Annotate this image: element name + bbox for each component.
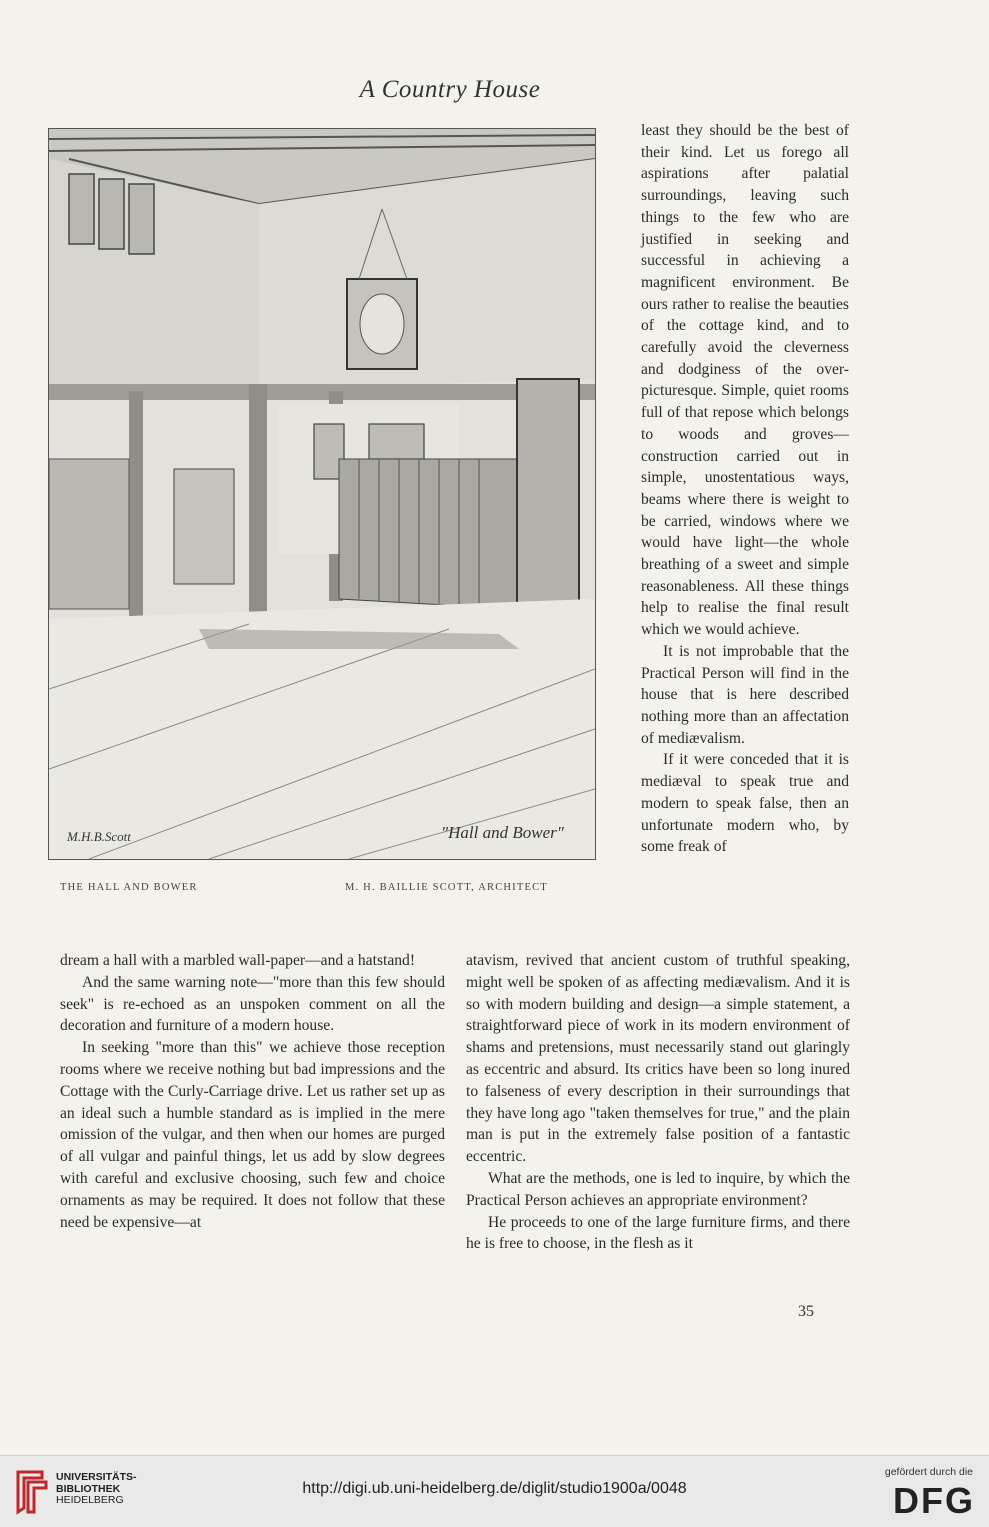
illustration-hall-and-bower bbox=[48, 128, 596, 860]
running-head: A Country House bbox=[359, 76, 541, 103]
hall-drawing bbox=[49, 129, 595, 859]
paragraph: atavism, revived that ancient custom of truthful speaking, might well be spoken of as affecting mediævalism. And it is so with modern building and design—a simple statement, a straightforward piece of work in its modern environment of shams and pretensions, must necessarily stand out glaringly as eccentric and absurd. Its critics have been so long inured to falseness of every description in their surroundings that they have long ago "taken themselves for true," and the plain man is put in the extremely false position of a fantastic eccentric. bbox=[466, 952, 850, 1166]
paragraph: dream a hall with a marbled wall-paper—and a hatstand! bbox=[60, 952, 416, 969]
illustration-inscription: "Hall and Bower" bbox=[441, 823, 564, 842]
viewer-footer bbox=[0, 1455, 989, 1527]
dfg-logo: DFG bbox=[893, 1480, 975, 1521]
left-column-text bbox=[60, 950, 445, 1233]
caption-title: THE HALL AND BOWER bbox=[60, 882, 198, 893]
paragraph: He proceeds to one of the large furniture firms, and there he is free to choose, in the flesh as it bbox=[466, 1213, 850, 1253]
institution-line: BIBLIOTHEK bbox=[56, 1482, 121, 1495]
right-column-text bbox=[641, 120, 849, 858]
paragraph: In seeking "more than this" we achieve those reception rooms where we receive nothing but bad impressions and the Cottage with the Curly-Carriage drive. Let us rather set up as an ideal such a humble standard as is implied in the mere omission of the vulgar, and then when our homes are purged of all vulgar and painful things, let us add by slow degrees with careful and exclusive choosing, such few and choice ornaments as may be required. It does not follow that these need be expensive—at bbox=[60, 1039, 445, 1231]
illustration-signature: M.H.B.Scott bbox=[67, 829, 131, 844]
sponsor-label: gefördert durch die bbox=[884, 1466, 973, 1478]
institution-line: UNIVERSITÄTS- bbox=[56, 1471, 137, 1483]
caption-credit: M. H. BAILLIE SCOTT, ARCHITECT bbox=[345, 882, 548, 893]
paragraph: And the same warning note—"more than this few should seek" is re-echoed as an unspoken comment on all the decoration and furniture of a modern house. bbox=[60, 973, 445, 1035]
middle-column-text bbox=[466, 950, 850, 1255]
permalink-url[interactable]: http://digi.ub.uni-heidelberg.de/diglit/studio1900a/0048 bbox=[302, 1480, 687, 1497]
paragraph: It is not improbable that the Practical Person will find in the house that is here described nothing more than an affectation of mediævalism. bbox=[641, 642, 849, 747]
paragraph: If it were conceded that it is mediæval to speak true and modern to speak false, then an unfortunate modern who, by some freak of bbox=[641, 751, 849, 856]
paragraph: What are the methods, one is led to inquire, by which the Practical Person achieves an appropriate environment? bbox=[466, 1169, 850, 1209]
institution-line: HEIDELBERG bbox=[56, 1494, 124, 1506]
paragraph: least they should be the best of their kind. Let us forego all aspirations after palatial surroundings, leaving such things to the few who are justified in seeking and successful in achieving a magnificent environment. Be ours rather to realise the beauties of the cottage kind, and to carefully avoid the cleverness and dodginess of the over-picturesque. Simple, quiet rooms full of that repose which belongs to woods and groves—construction carried out in simple, unostentatious ways, beams where there is weight to be carried, windows where we would have light—the whole breathing of a sweet and simple reasonableness. All these things help to realise the final result which we would achieve. bbox=[641, 122, 849, 639]
page-number: 35 bbox=[798, 1303, 814, 1320]
